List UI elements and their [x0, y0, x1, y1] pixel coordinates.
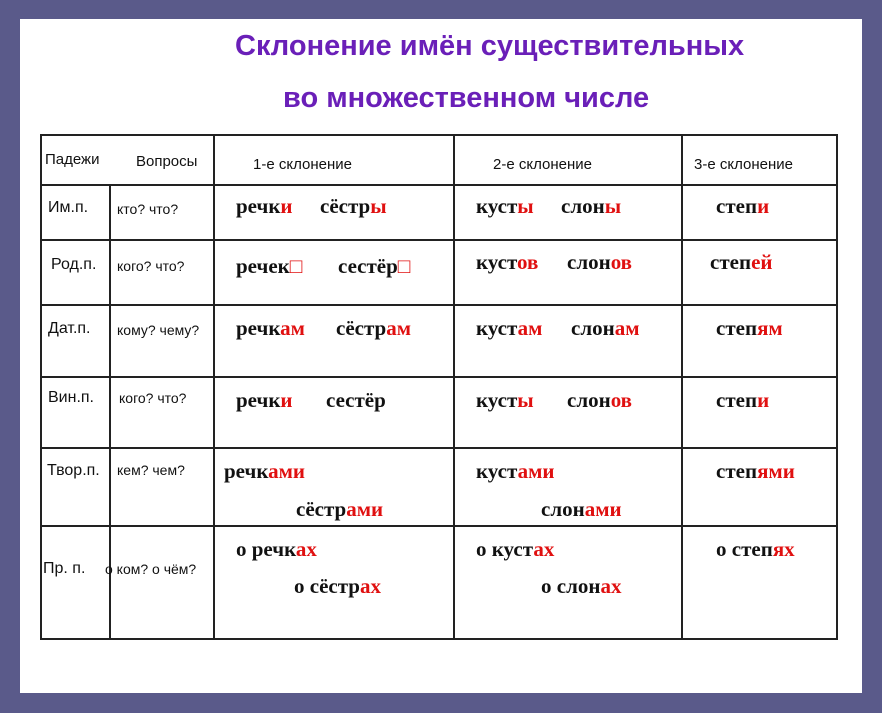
- case-question: о ком? о чём?: [105, 561, 197, 577]
- table-rule: [40, 184, 838, 186]
- word-decl1: [336, 316, 411, 341]
- word-stem: о сёстр: [294, 574, 360, 598]
- word-ending: ах: [359, 574, 381, 598]
- table-rule: [40, 638, 838, 640]
- word-stem: куст: [476, 250, 518, 274]
- word-decl3: [716, 388, 769, 413]
- word-ending: ы: [604, 194, 622, 218]
- word-stem: слон: [571, 316, 615, 340]
- word-stem: куст: [476, 459, 518, 483]
- case-question: кого? что?: [117, 258, 185, 274]
- word-stem: речк: [224, 459, 269, 483]
- word-ending: ам: [517, 316, 543, 340]
- word-stem: речк: [236, 388, 281, 412]
- word-ending: ов: [610, 388, 633, 412]
- word-stem: сестёр: [326, 388, 386, 412]
- header-declension-2: 2-е склонение: [493, 156, 592, 173]
- header-declension-1: 1-е склонение: [253, 156, 352, 173]
- word-ending: ами: [517, 459, 555, 483]
- word-stem: речек: [236, 254, 290, 278]
- case-label: Твор.п.: [47, 462, 100, 479]
- word-ending: ями: [757, 459, 795, 483]
- word-ending: ах: [600, 574, 622, 598]
- word-decl3: [716, 459, 795, 484]
- word-decl3: [710, 250, 772, 275]
- word-ending: ы: [517, 388, 534, 412]
- word-ending: ам: [280, 316, 305, 340]
- case-label: Дат.п.: [48, 320, 91, 337]
- word-ending: □: [289, 254, 303, 278]
- word-stem: сёстр: [296, 497, 347, 521]
- word-stem: сёстр: [320, 194, 371, 218]
- word-stem: речк: [236, 316, 281, 340]
- word-decl2: [541, 497, 622, 522]
- case-question: кого? что?: [119, 390, 187, 406]
- word-stem: степ: [710, 250, 752, 274]
- word-stem: слон: [567, 388, 611, 412]
- word-decl1: [320, 194, 387, 219]
- title-line-1: Склонение имён существительных: [235, 30, 745, 62]
- word-ending: ам: [386, 316, 412, 340]
- word-stem: степ: [716, 388, 758, 412]
- case-question: кем? чем?: [117, 462, 185, 478]
- word-decl2: [567, 250, 632, 275]
- word-stem: слон: [541, 497, 585, 521]
- word-ending: ы: [370, 194, 387, 218]
- case-question: кому? чему?: [117, 322, 200, 338]
- table-rule: [40, 239, 838, 241]
- word-ending: ов: [610, 250, 633, 274]
- word-decl1: [224, 459, 305, 484]
- word-decl1: [326, 388, 386, 413]
- word-decl2: [571, 316, 640, 341]
- word-decl2: [476, 537, 554, 562]
- word-decl2: [476, 316, 542, 341]
- word-stem: степ: [716, 194, 758, 218]
- word-stem: о степ: [716, 537, 773, 561]
- word-stem: слон: [561, 194, 605, 218]
- word-decl3: [716, 316, 783, 341]
- white-sheet: [20, 19, 862, 693]
- word-decl1: [236, 388, 293, 413]
- case-label: Вин.п.: [48, 389, 94, 406]
- word-ending: ях: [772, 537, 795, 561]
- word-ending: и: [757, 388, 770, 412]
- word-ending: и: [280, 388, 293, 412]
- word-ending: и: [280, 194, 293, 218]
- word-decl1: [294, 574, 381, 599]
- table-rule: [836, 134, 838, 640]
- table-rule: [40, 376, 838, 378]
- word-decl2: [476, 459, 554, 484]
- table-rule: [40, 525, 838, 527]
- word-decl1: [236, 194, 293, 219]
- table-rule: [40, 134, 42, 640]
- word-ending: ами: [584, 497, 622, 521]
- word-ending: ы: [517, 194, 534, 218]
- word-decl1: [236, 316, 305, 341]
- word-decl2: [541, 574, 621, 599]
- word-stem: слон: [567, 250, 611, 274]
- word-stem: сёстр: [336, 316, 387, 340]
- word-decl3: [716, 537, 795, 562]
- case-label: Им.п.: [48, 199, 89, 216]
- word-stem: куст: [476, 194, 518, 218]
- word-decl2: [476, 388, 534, 413]
- table-rule: [681, 134, 683, 640]
- word-stem: речк: [236, 194, 281, 218]
- word-ending: □: [397, 254, 411, 278]
- word-stem: степ: [716, 316, 758, 340]
- table-rule: [453, 134, 455, 640]
- case-label: Род.п.: [51, 256, 97, 273]
- case-label: Пр. п.: [43, 560, 86, 577]
- word-ending: ов: [517, 250, 539, 274]
- table-rule: [213, 134, 215, 640]
- title-line-2: во множественном числе: [283, 82, 650, 114]
- header-cases: Падежи: [45, 151, 100, 168]
- case-question: кто? что?: [117, 201, 179, 217]
- word-decl2: [567, 388, 632, 413]
- word-stem: куст: [476, 316, 518, 340]
- word-decl1: [296, 497, 383, 522]
- table-rule: [40, 447, 838, 449]
- word-decl1: [338, 254, 410, 279]
- word-ending: и: [757, 194, 770, 218]
- word-ending: ей: [751, 250, 773, 274]
- word-decl3: [716, 194, 769, 219]
- word-stem: сестёр: [338, 254, 398, 278]
- word-decl1: [236, 254, 302, 279]
- word-stem: о куст: [476, 537, 534, 561]
- word-stem: степ: [716, 459, 758, 483]
- word-decl2: [476, 250, 538, 275]
- word-decl2: [561, 194, 621, 219]
- header-questions: Вопросы: [136, 153, 198, 170]
- word-ending: ям: [757, 316, 783, 340]
- word-ending: ах: [533, 537, 555, 561]
- table-rule: [40, 304, 838, 306]
- table-rule: [40, 134, 838, 136]
- word-ending: ами: [268, 459, 306, 483]
- word-stem: о речк: [236, 537, 296, 561]
- word-ending: ам: [614, 316, 640, 340]
- word-ending: ах: [295, 537, 317, 561]
- word-stem: о слон: [541, 574, 601, 598]
- header-declension-3: 3-е склонение: [694, 156, 793, 173]
- word-decl2: [476, 194, 534, 219]
- word-stem: куст: [476, 388, 518, 412]
- word-ending: ами: [346, 497, 384, 521]
- word-decl1: [236, 537, 317, 562]
